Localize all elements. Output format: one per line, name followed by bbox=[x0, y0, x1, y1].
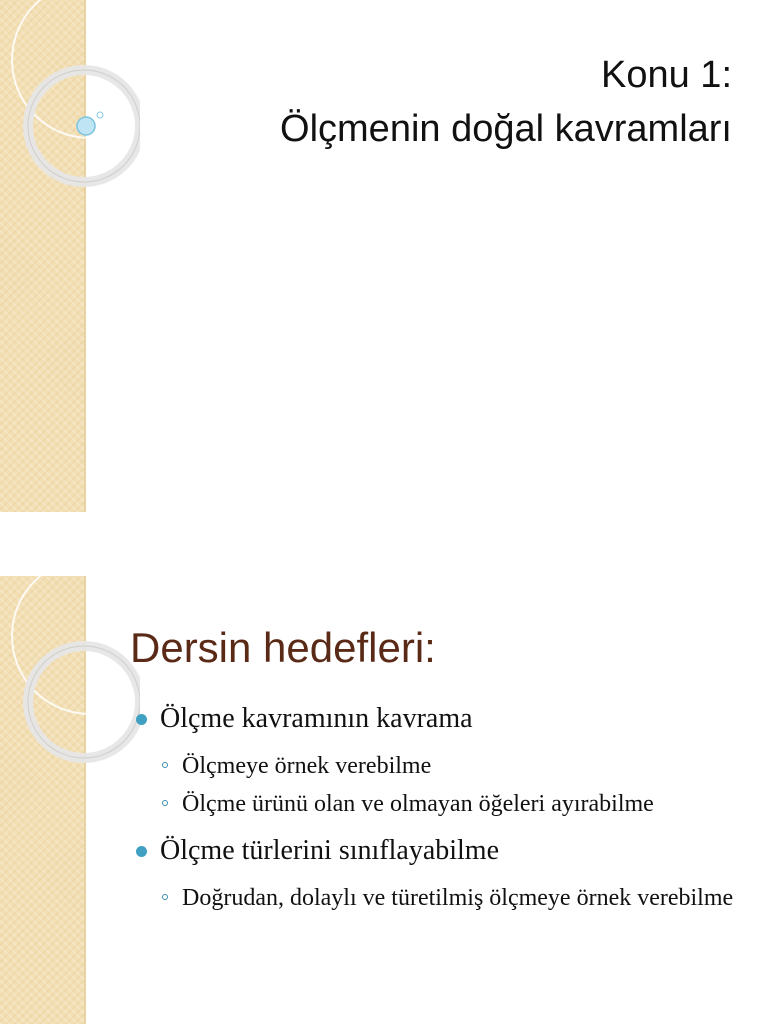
slide-title bbox=[280, 48, 732, 156]
sub-list-item-text: Ölçme ürünü olan ve olmayan öğeleri ayırabilme bbox=[182, 791, 654, 817]
list-item-text: Ölçme kavramının kavrama bbox=[160, 703, 473, 734]
objectives-list bbox=[134, 702, 744, 918]
sub-list-item bbox=[160, 748, 744, 784]
title-line-1: Konu 1: bbox=[601, 54, 732, 96]
slide-heading: Dersin hedefleri: bbox=[130, 624, 436, 671]
sub-list-item bbox=[160, 786, 744, 822]
list-item bbox=[134, 834, 744, 868]
sub-bullet-icon bbox=[162, 762, 168, 768]
bullet-icon bbox=[136, 846, 147, 857]
sub-list-item-text: Ölçmeye örnek verebilme bbox=[182, 753, 432, 779]
sub-bullet-icon bbox=[162, 894, 168, 900]
title-line-2: Ölçmenin doğal kavramları bbox=[280, 108, 732, 150]
ring-decoration bbox=[0, 576, 140, 776]
sub-bullet-icon bbox=[162, 800, 168, 806]
sub-list-item bbox=[160, 880, 744, 916]
objectives-slide bbox=[0, 576, 768, 1024]
ring-decoration bbox=[0, 0, 140, 200]
sub-list-item-text: Doğrudan, dolaylı ve türetilmiş ölçmeye örnek verebilme bbox=[182, 885, 734, 911]
slide-gap bbox=[0, 512, 768, 576]
list-item-text: Ölçme türlerini sınıflayabilme bbox=[160, 835, 500, 866]
list-item bbox=[134, 702, 744, 736]
bullet-icon bbox=[136, 714, 147, 725]
